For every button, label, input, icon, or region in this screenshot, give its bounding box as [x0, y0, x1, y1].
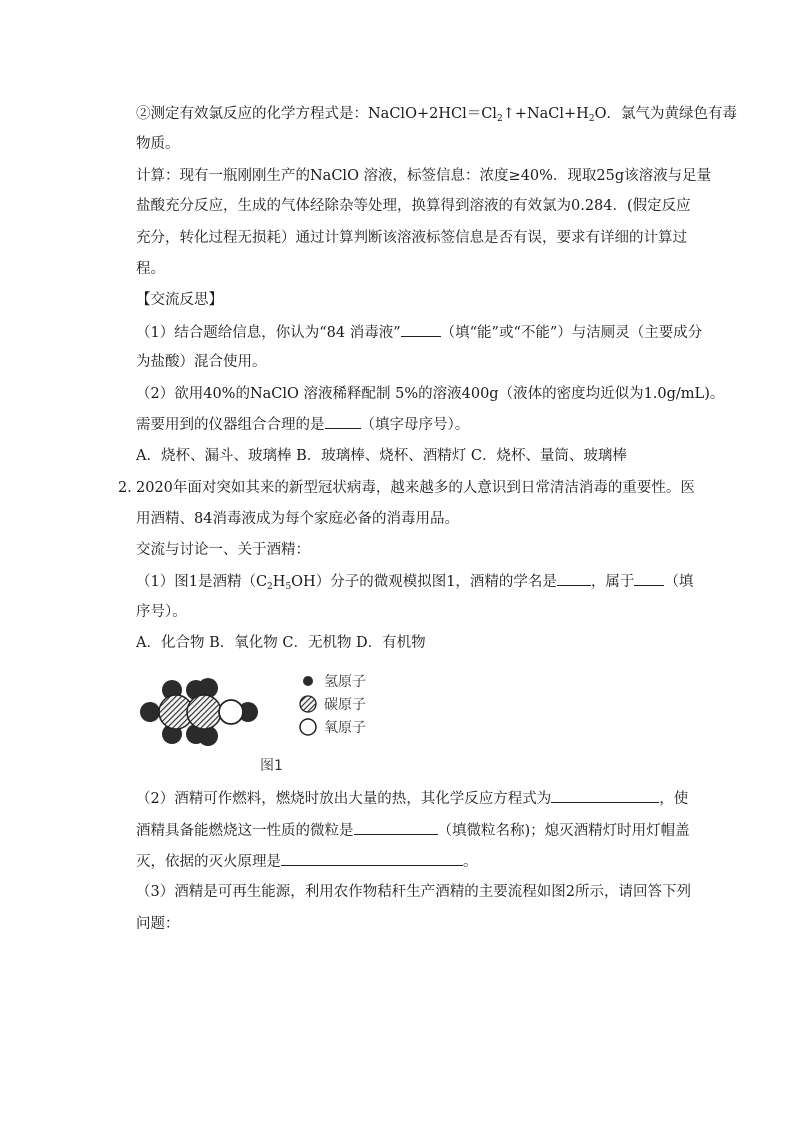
paragraph-line: 用酒精、84消毒液成为每个家庭必备的消毒用品。 [136, 511, 459, 527]
question-line: 酒精具备能燃烧这一性质的微粒是 （填微粒名称)；熄灭酒精灯时用灯帽盖 [136, 820, 690, 841]
legend-oxygen-icon [300, 719, 316, 735]
section-title: 交流与讨论一、关于酒精： [136, 542, 310, 558]
carbon-atom [187, 695, 221, 729]
answer-blank[interactable] [401, 322, 441, 337]
calculation-text: 充分，转化过程无损耗）通过计算判断该溶液标签信息是否有误，要求有详细的计算过 [136, 230, 687, 246]
answer-blank[interactable] [557, 571, 591, 586]
question-line: （1）结合题给信息，你认为“84 消毒液” （填“能”或“不能”）与洁厕灵（主要成分 [136, 322, 702, 343]
question-line: 灭，依据的灭火原理是 。 [136, 851, 478, 872]
legend-hydrogen-label: 氢原子 [324, 674, 366, 690]
hydrogen-atom [140, 702, 160, 722]
molecule-diagram [136, 662, 396, 780]
legend-oxygen-label: 氧原子 [324, 720, 366, 736]
section-title: 【交流反思】 [136, 292, 223, 308]
calculation-text: 程。 [136, 261, 165, 277]
question-line: 需要用到的仪器组合合理的是 （填字母序号）。 [136, 414, 469, 435]
options-line: A．烧杯、漏斗、玻璃棒 B．玻璃棒、烧杯、酒精灯 C．烧杯、量筒、玻璃棒 [136, 448, 627, 464]
question-number: 2． [118, 480, 142, 496]
figure-caption: 图1 [260, 758, 283, 774]
paragraph-line: 2020年面对突如其来的新型冠状病毒，越来越多的人意识到日常清洁消毒的重要性。医 [136, 480, 695, 496]
legend-hydrogen-icon [303, 676, 313, 686]
oxygen-atom [219, 700, 243, 724]
answer-blank[interactable] [634, 571, 664, 586]
paragraph-line: 物质。 [136, 136, 180, 152]
question-line: 序号）。 [136, 604, 187, 620]
question-line: （2）欲用40%的NaClO 溶液稀释配制 5%的溶液400g（液体的密度均近似为1.0g/mL)。 [136, 386, 725, 402]
question-line: 问题： [136, 916, 180, 932]
question-line: （1）图1是酒精$(C_2H_5OH)$分子的微观模拟图1，酒精的学名是 ，属于 （填 [136, 571, 693, 597]
legend-carbon-icon [300, 696, 316, 712]
answer-blank[interactable] [354, 820, 438, 835]
answer-blank[interactable] [281, 851, 463, 866]
question-line: （3）酒精是可再生能源，利用农作物秸秆生产酒精的主要流程如图2所示，请回答下列 [136, 884, 691, 900]
equation-line: ②测定有效氯反应的化学方程式是：$NaClO+2HCl=Cl_2↑+NaCl+H_2O$．氯气为黄绿色有毒 [136, 106, 737, 124]
calculation-text: 计算：现有一瓶刚刚生产的NaClO 溶液，标签信息：浓度≥40%．现取25g该溶液与足量 [136, 168, 712, 184]
question-line: 为盐酸）混合使用。 [136, 354, 267, 370]
ethanol-molecule-figure [136, 662, 396, 780]
legend-carbon-label: 碳原子 [324, 697, 366, 713]
answer-blank[interactable] [551, 788, 659, 803]
calculation-text: 盐酸充分反应，生成的气体经除杂等处理，换算得到溶液的有效氯为0.284．(假定反应 [136, 198, 691, 214]
options-line: A．化合物 B．氧化物 C．无机物 D．有机物 [136, 635, 426, 651]
answer-blank[interactable] [325, 414, 361, 429]
question-line: （2）酒精可作燃料，燃烧时放出大量的热，其化学反应方程式为 ，使 [136, 788, 688, 809]
